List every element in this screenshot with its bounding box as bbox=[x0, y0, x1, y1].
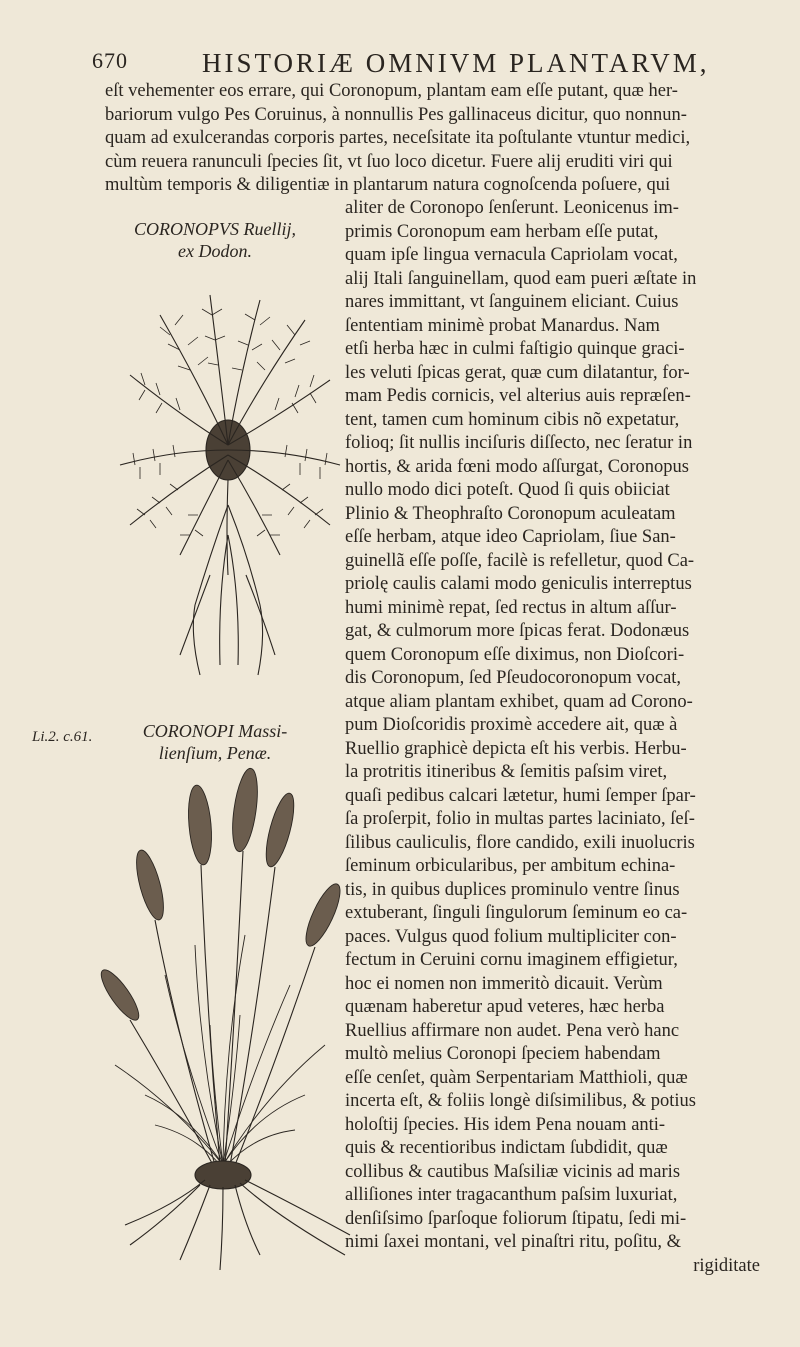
right-column-text bbox=[345, 197, 760, 1278]
text-line: hoc ei nomen non immeritò dicauit. Verùm bbox=[345, 973, 663, 994]
text-line: les veluti ſpicas gerat, quæ cum dilatantur, for- bbox=[345, 362, 690, 383]
text-line: quam ipſe lingua vernacula Capriolam vocat, bbox=[345, 245, 678, 265]
text-line: dis Coronopum, ſed Pſeudocoronopum vocat, bbox=[345, 668, 682, 688]
text-line: eſſe herbam, atque ideo Capriolam, ſiue San- bbox=[345, 527, 676, 547]
text-line: ſeminum orbicularibus, per ambitum echina- bbox=[345, 856, 676, 876]
coronopus-woodcut bbox=[100, 275, 350, 695]
text-line: fectum in Ceruini cornu imaginem effigietur, bbox=[345, 950, 678, 970]
coronopi-massiliensium-woodcut bbox=[95, 765, 360, 1275]
text-line: denſiſsimo ſparſoque foliorum ſtipatu, ſedi mi- bbox=[345, 1208, 687, 1229]
text-line: Ruellio graphicè depicta eſt his verbis. Herbu- bbox=[345, 738, 687, 759]
text-line: bariorum vulgo Pes Coruinus, à nonnullis Pes gallinaceus dicitur, quo nonnun- bbox=[105, 104, 687, 125]
text-line: collibus & cautibus Maſsiliæ vicinis ad maris bbox=[345, 1161, 681, 1182]
text-line: pum Dioſcoridis proximè accedere ait, quæ à bbox=[345, 715, 678, 735]
text-line: paces. Vulgus quod folium multipliciter con- bbox=[345, 926, 677, 947]
text-line: holoſtij ſpecies. His idem Pena nouam anti- bbox=[345, 1114, 666, 1135]
text-line: ſententiam minimè probat Manardus. Nam bbox=[345, 315, 660, 336]
text-line: Plinio & Theophraſto Coronopum aculeatam bbox=[345, 503, 676, 524]
text-line: alij Itali ſanguinellam, quod eam pueri æſtate in bbox=[345, 268, 697, 289]
figure-caption-top-line2: ex Dodon. bbox=[178, 241, 252, 261]
figure-caption-bottom bbox=[95, 720, 335, 764]
text-line: mam Pedis cornicis, vel alterius auis repræſen- bbox=[345, 386, 691, 406]
figure-caption-top bbox=[95, 218, 335, 262]
text-line: gat, & culmorum more ſpicas ferat. Dodonæus bbox=[345, 621, 690, 641]
text-line: cùm reuera ranunculi ſpecies ſit, vt ſuo loco dicetur. Fuere alij eruditi viri qui bbox=[105, 151, 673, 172]
text-line: la protritis itineribus & ſemitis paſsim viret, bbox=[345, 762, 668, 782]
figure-caption-top-line1: CORONOPVS Ruellij, bbox=[134, 219, 296, 239]
text-line: incerta eſt, & foliis longè diſsimilibus, & potius bbox=[345, 1091, 696, 1111]
running-title: HISTORIÆ OMNIVM PLANTARVM, bbox=[202, 48, 710, 78]
text-line: folioq; ſit nullis inciſuris diſſecto, nec ſeratur in bbox=[345, 433, 693, 453]
text-line: eſt vehementer eos errare, qui Coronopum, plantam eam eſſe putant, quæ her- bbox=[105, 81, 678, 101]
text-line: eſſe cenſet, quàm Serpentariam Matthioli, quæ bbox=[345, 1067, 688, 1088]
text-line: ſa proſerpit, folio in multas partes laciniato, ſeſ- bbox=[345, 809, 695, 829]
text-line: etſi herba hæc in culmi faſtigio quinque graci- bbox=[345, 339, 685, 359]
text-line: quem Coronopum eſſe diximus, non Dioſcori- bbox=[345, 644, 685, 665]
text-line: quaſi pedibus calcari lætetur, humi ſemper ſpar- bbox=[345, 785, 696, 806]
page-header bbox=[92, 48, 732, 82]
text-line: nimi ſaxei montani, vel pinaſtri ritu, poſitu, & bbox=[345, 1232, 682, 1252]
text-line: aliter de Coronopo ſenſerunt. Leonicenus im- bbox=[345, 198, 679, 218]
margin-note: Li.2. c.61. bbox=[32, 729, 93, 745]
text-line: tis, in quibus duplices prominulo ventre ſinus bbox=[345, 879, 680, 900]
page-number: 670 bbox=[92, 48, 128, 73]
text-line: alliſiones inter tragacanthum paſsim luxuriat, bbox=[345, 1185, 678, 1205]
figure-caption-bottom-line1: CORONOPI Massi- bbox=[142, 721, 288, 741]
text-line: rigiditate bbox=[693, 1255, 760, 1276]
text-line: priolę caulis calami modo geniculis interreptus bbox=[345, 574, 692, 594]
text-line: multò melius Coronopi ſpeciem habendam bbox=[345, 1044, 661, 1064]
text-line: multùm temporis & diligentiæ in plantarum natura cognoſcenda poſuere, qui bbox=[105, 175, 671, 195]
text-line: quis & recentioribus indictam ſubdidit, quæ bbox=[345, 1138, 668, 1158]
text-line: extuberant, ſinguli ſingulorum ſeminum eo ca- bbox=[345, 903, 688, 923]
text-line: quam ad exulcerandas corporis partes, neceſsitate ita poſtulante vtuntur medici, bbox=[105, 128, 691, 148]
figure-caption-bottom-line2: lienſium, Penæ. bbox=[158, 743, 272, 763]
text-line: primis Coronopum eam herbam eſſe putat, bbox=[345, 221, 659, 242]
text-line: atque aliam plantam exhibet, quam ad Corono- bbox=[345, 691, 693, 712]
text-line: Ruellius affirmare non audet. Pena verò hanc bbox=[345, 1020, 680, 1041]
text-line: tent, tamen cum hominum cibis nõ expetatur, bbox=[345, 409, 680, 430]
text-line: nullo modo dici poteſt. Quod ſi quis obiiciat bbox=[345, 480, 670, 500]
text-line: humi minimè repat, ſed rectus in altum aſſur- bbox=[345, 597, 677, 618]
text-line: nares immittant, vt ſanguinem eliciant. Cuius bbox=[345, 292, 679, 312]
text-line: hortis, & arida fœni modo aſſurgat, Coronopus bbox=[345, 456, 689, 477]
text-line: quænam haberetur apud veteres, hæc herba bbox=[345, 997, 665, 1017]
text-line: guinellã eſſe poſſe, facilè is refelletur, quod Ca- bbox=[345, 550, 695, 571]
text-line: ſilibus cauliculis, flore candido, exili inuolucris bbox=[345, 832, 695, 853]
full-width-text bbox=[105, 80, 755, 198]
